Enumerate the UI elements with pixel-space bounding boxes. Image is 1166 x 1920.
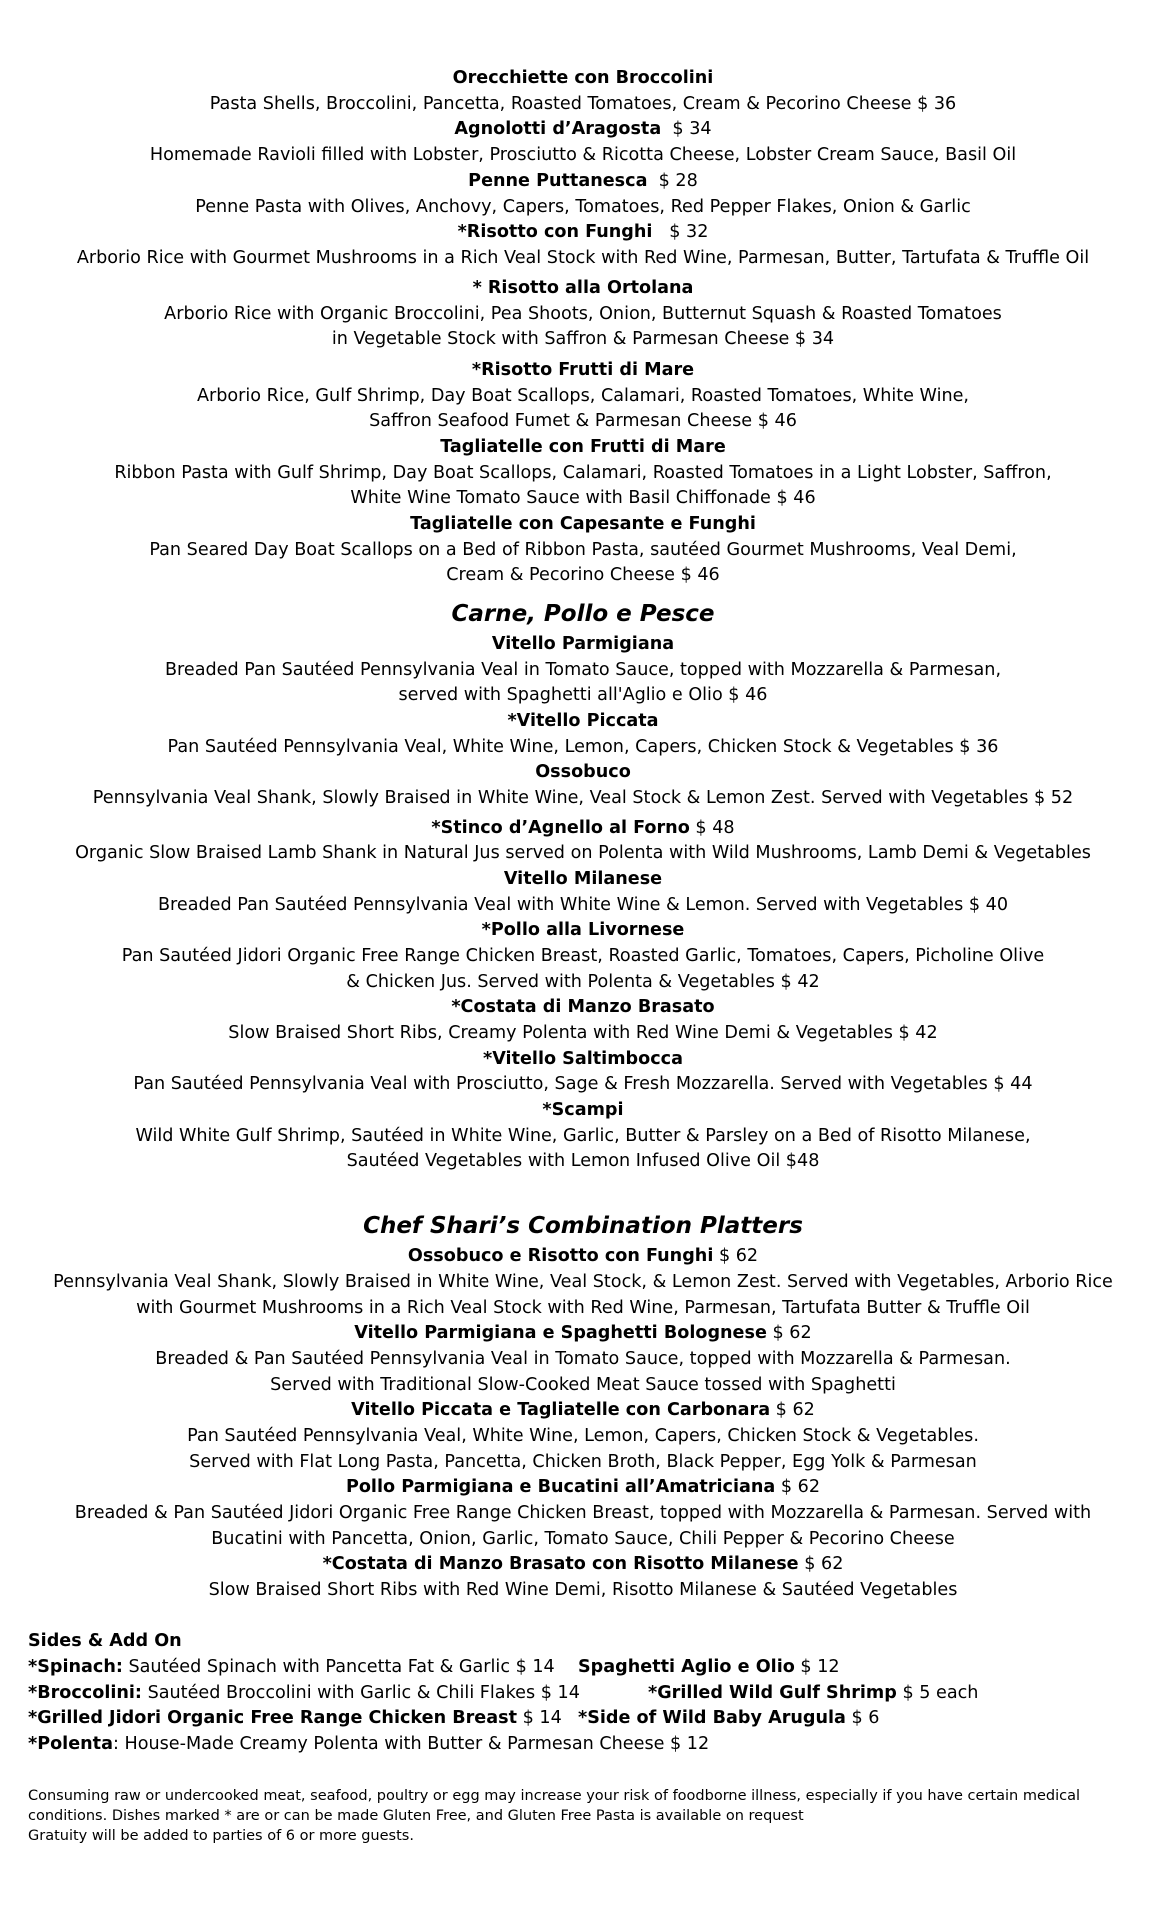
dish-name: Tagliatelle con Frutti di Mare bbox=[440, 437, 726, 457]
dish-heading bbox=[0, 1243, 1166, 1269]
side-item-chicken bbox=[28, 1705, 628, 1731]
dish-name: Tagliatelle con Capesante e Funghi bbox=[410, 514, 756, 534]
dish-name: Penne Puttanesca bbox=[468, 171, 648, 191]
dish-description: Slow Braised Short Ribs, Creamy Polenta with Red Wine Demi & Vegetables $ 42 bbox=[228, 1023, 938, 1043]
side-text: : House-Made Creamy Polenta with Butter & Parmesan Cheese $ 12 bbox=[112, 1734, 710, 1754]
dish-name: *Risotto Frutti di Mare bbox=[471, 360, 695, 380]
side-label: *Spinach: bbox=[28, 1657, 123, 1677]
dish-description: & Chicken Jus. Served with Polenta & Vegetables $ 42 bbox=[346, 972, 820, 992]
dish-description: served with Spaghetti all'Aglio e Olio $ 46 bbox=[398, 685, 768, 705]
dish-description: Pan Seared Day Boat Scallops on a Bed of Ribbon Pasta, sautéed Gourmet Mushrooms, Veal Demi, bbox=[149, 540, 1017, 560]
side-item-spinach bbox=[28, 1654, 578, 1680]
dish-price: $ 62 bbox=[766, 1323, 812, 1343]
dish-description: Served with Traditional Slow-Cooked Meat Sauce tossed with Spaghetti bbox=[270, 1375, 896, 1395]
dish-price: $ 62 bbox=[798, 1554, 844, 1574]
dish-description: Breaded Pan Sautéed Pennsylvania Veal in Tomato Sauce, topped with Mozzarella & Parmesan, bbox=[164, 660, 1002, 680]
dish-description: Pan Sautéed Pennsylvania Veal, White Wine, Lemon, Capers, Chicken Stock & Vegetables $ 36 bbox=[167, 737, 999, 757]
footnote: conditions. Dishes marked * are or can be made Gluten Free, and Gluten Free Pasta is available on request bbox=[28, 1808, 804, 1824]
dish-description: Pan Sautéed Pennsylvania Veal, White Wine, Lemon, Capers, Chicken Stock & Vegetables. bbox=[187, 1426, 979, 1446]
dish-name: Vitello Parmigiana e Spaghetti Bolognese bbox=[354, 1323, 767, 1343]
dish-description: Ribbon Pasta with Gulf Shrimp, Day Boat Scallops, Calamari, Roasted Tomatoes in a Light Lobster, Saffron, bbox=[114, 463, 1052, 483]
section-title: Carne, Pollo e Pesce bbox=[451, 601, 715, 627]
dish-price: $ 62 bbox=[775, 1477, 821, 1497]
dish-name: *Pollo alla Livornese bbox=[481, 920, 685, 940]
footnote: Gratuity will be added to parties of 6 or more guests. bbox=[28, 1828, 414, 1844]
side-text: $ 5 each bbox=[896, 1683, 979, 1703]
side-text: Sautéed Spinach with Pancetta Fat & Garlic $ 14 bbox=[122, 1657, 555, 1677]
dish-heading bbox=[0, 1320, 1166, 1346]
dish-heading bbox=[0, 1551, 1166, 1577]
dish-description: with Gourmet Mushrooms in a Rich Veal Stock with Red Wine, Parmesan, Tartufata Butter & Truffle Oil bbox=[136, 1298, 1030, 1318]
dish-price: $ 48 bbox=[689, 818, 735, 838]
side-label: *Grilled Wild Gulf Shrimp bbox=[648, 1683, 897, 1703]
dish-name: Ossobuco bbox=[535, 762, 631, 782]
dish-name: Agnolotti d’Aragosta bbox=[454, 119, 662, 139]
dish-description: in Vegetable Stock with Saffron & Parmesan Cheese $ 34 bbox=[331, 329, 835, 349]
side-label: *Polenta bbox=[28, 1734, 113, 1754]
dish-description: White Wine Tomato Sauce with Basil Chiffonade $ 46 bbox=[350, 488, 816, 508]
dish-description: Pan Sautéed Jidori Organic Free Range Chicken Breast, Roasted Garlic, Tomatoes, Capers, Picholine Olive bbox=[121, 946, 1045, 966]
dish-price: $ 32 bbox=[652, 222, 709, 242]
dish-name: * Risotto alla Ortolana bbox=[472, 278, 694, 298]
side-label: *Broccolini: bbox=[28, 1683, 142, 1703]
dish-name: *Risotto con Funghi bbox=[457, 222, 653, 242]
dish-description: Breaded & Pan Sautéed Jidori Organic Free Range Chicken Breast, topped with Mozzarella & Parmesan. Served with bbox=[74, 1503, 1092, 1523]
side-text: $ 6 bbox=[845, 1708, 880, 1728]
side-item-arugula bbox=[578, 1705, 978, 1731]
dish-name: Pollo Parmigiana e Bucatini all’Amatriciana bbox=[345, 1477, 776, 1497]
dish-description: Arborio Rice, Gulf Shrimp, Day Boat Scallops, Calamari, Roasted Tomatoes, White Wine, bbox=[196, 386, 970, 406]
dish-description: Sautéed Vegetables with Lemon Infused Olive Oil $48 bbox=[346, 1151, 820, 1171]
dish-heading bbox=[0, 116, 1166, 142]
dish-name: *Vitello Piccata bbox=[507, 711, 659, 731]
dish-name: *Stinco d’Agnello al Forno bbox=[431, 818, 690, 838]
dish-price: $ 34 bbox=[661, 119, 712, 139]
dish-description: Organic Slow Braised Lamb Shank in Natural Jus served on Polenta with Wild Mushrooms, Lamb Demi & Vegetables bbox=[75, 843, 1091, 863]
side-label: *Grilled Jidori Organic Free Range Chicken Breast bbox=[28, 1708, 517, 1728]
dish-description: Served with Flat Long Pasta, Pancetta, Chicken Broth, Black Pepper, Egg Yolk & Parmesan bbox=[189, 1452, 977, 1472]
dish-description: Penne Pasta with Olives, Anchovy, Capers, Tomatoes, Red Pepper Flakes, Onion & Garlic bbox=[195, 197, 971, 217]
dish-description: Arborio Rice with Gourmet Mushrooms in a Rich Veal Stock with Red Wine, Parmesan, Butter, Tartufata & Truffle Oil bbox=[76, 248, 1090, 268]
side-label: Spaghetti Aglio e Olio bbox=[578, 1657, 795, 1677]
dish-price: $ 62 bbox=[713, 1246, 759, 1266]
dish-description: Pan Sautéed Pennsylvania Veal with Prosciutto, Sage & Fresh Mozzarella. Served with Vegetables $ 44 bbox=[133, 1074, 1033, 1094]
dish-heading bbox=[0, 815, 1166, 841]
dish-name: *Scampi bbox=[542, 1100, 624, 1120]
side-item-shrimp bbox=[648, 1680, 1048, 1706]
dish-description: Bucatini with Pancetta, Onion, Garlic, Tomato Sauce, Chili Pepper & Pecorino Cheese bbox=[211, 1529, 955, 1549]
side-text: $ 14 bbox=[517, 1708, 562, 1728]
dish-description: Pennsylvania Veal Shank, Slowly Braised in White Wine, Veal Stock & Lemon Zest. Served with Vegetables $ 52 bbox=[92, 788, 1074, 808]
dish-description: Arborio Rice with Organic Broccolini, Pea Shoots, Onion, Butternut Squash & Roasted Tomatoes bbox=[164, 304, 1002, 324]
dish-name: Orecchiette con Broccolini bbox=[452, 68, 714, 88]
dish-description: Breaded Pan Sautéed Pennsylvania Veal with White Wine & Lemon. Served with Vegetables $ 40 bbox=[157, 895, 1009, 915]
dish-description: Cream & Pecorino Cheese $ 46 bbox=[446, 565, 720, 585]
footnote: Consuming raw or undercooked meat, seafood, poultry or egg may increase your risk of foodborne illness, especially if you have certain medical bbox=[28, 1788, 1080, 1804]
dish-description: Homemade Ravioli filled with Lobster, Prosciutto & Ricotta Cheese, Lobster Cream Sauce, Basil Oil bbox=[149, 145, 1017, 165]
dish-name: *Vitello Saltimbocca bbox=[483, 1049, 683, 1069]
dish-description: Breaded & Pan Sautéed Pennsylvania Veal in Tomato Sauce, topped with Mozzarella & Parmesan. bbox=[155, 1349, 1011, 1369]
dish-description: Slow Braised Short Ribs with Red Wine Demi, Risotto Milanese & Sautéed Vegetables bbox=[208, 1580, 958, 1600]
dish-description: Saffron Seafood Fumet & Parmesan Cheese $ 46 bbox=[369, 411, 797, 431]
section-title: Chef Shari’s Combination Platters bbox=[363, 1213, 803, 1239]
dish-heading bbox=[0, 1397, 1166, 1423]
dish-description: Pasta Shells, Broccolini, Pancetta, Roasted Tomatoes, Cream & Pecorino Cheese $ 36 bbox=[209, 94, 957, 114]
side-text: Sautéed Broccolini with Garlic & Chili Flakes $ 14 bbox=[141, 1683, 580, 1703]
dish-description: Wild White Gulf Shrimp, Sautéed in White Wine, Garlic, Butter & Parsley on a Bed of Risotto Milanese, bbox=[135, 1126, 1031, 1146]
sides-title: Sides & Add On bbox=[28, 1631, 182, 1651]
side-item-spaghetti bbox=[578, 1654, 978, 1680]
dish-heading bbox=[0, 168, 1166, 194]
dish-name: *Costata di Manzo Brasato con Risotto Milanese bbox=[322, 1554, 799, 1574]
dish-heading bbox=[0, 219, 1166, 245]
dish-price: $ 28 bbox=[647, 171, 698, 191]
dish-heading bbox=[0, 1474, 1166, 1500]
dish-name: Vitello Milanese bbox=[503, 869, 663, 889]
dish-name: Vitello Piccata e Tagliatelle con Carbonara bbox=[351, 1400, 771, 1420]
side-label: *Side of Wild Baby Arugula bbox=[578, 1708, 846, 1728]
side-item-broccolini bbox=[28, 1680, 628, 1706]
dish-name: *Costata di Manzo Brasato bbox=[451, 997, 715, 1017]
dish-name: Vitello Parmigiana bbox=[491, 634, 675, 654]
side-item-polenta bbox=[28, 1731, 1138, 1757]
dish-description: Pennsylvania Veal Shank, Slowly Braised in White Wine, Veal Stock, & Lemon Zest. Served with Vegetables, Arborio Rice bbox=[53, 1272, 1113, 1292]
side-text: $ 12 bbox=[794, 1657, 840, 1677]
dish-name: Ossobuco e Risotto con Funghi bbox=[407, 1246, 714, 1266]
dish-price: $ 62 bbox=[770, 1400, 815, 1420]
